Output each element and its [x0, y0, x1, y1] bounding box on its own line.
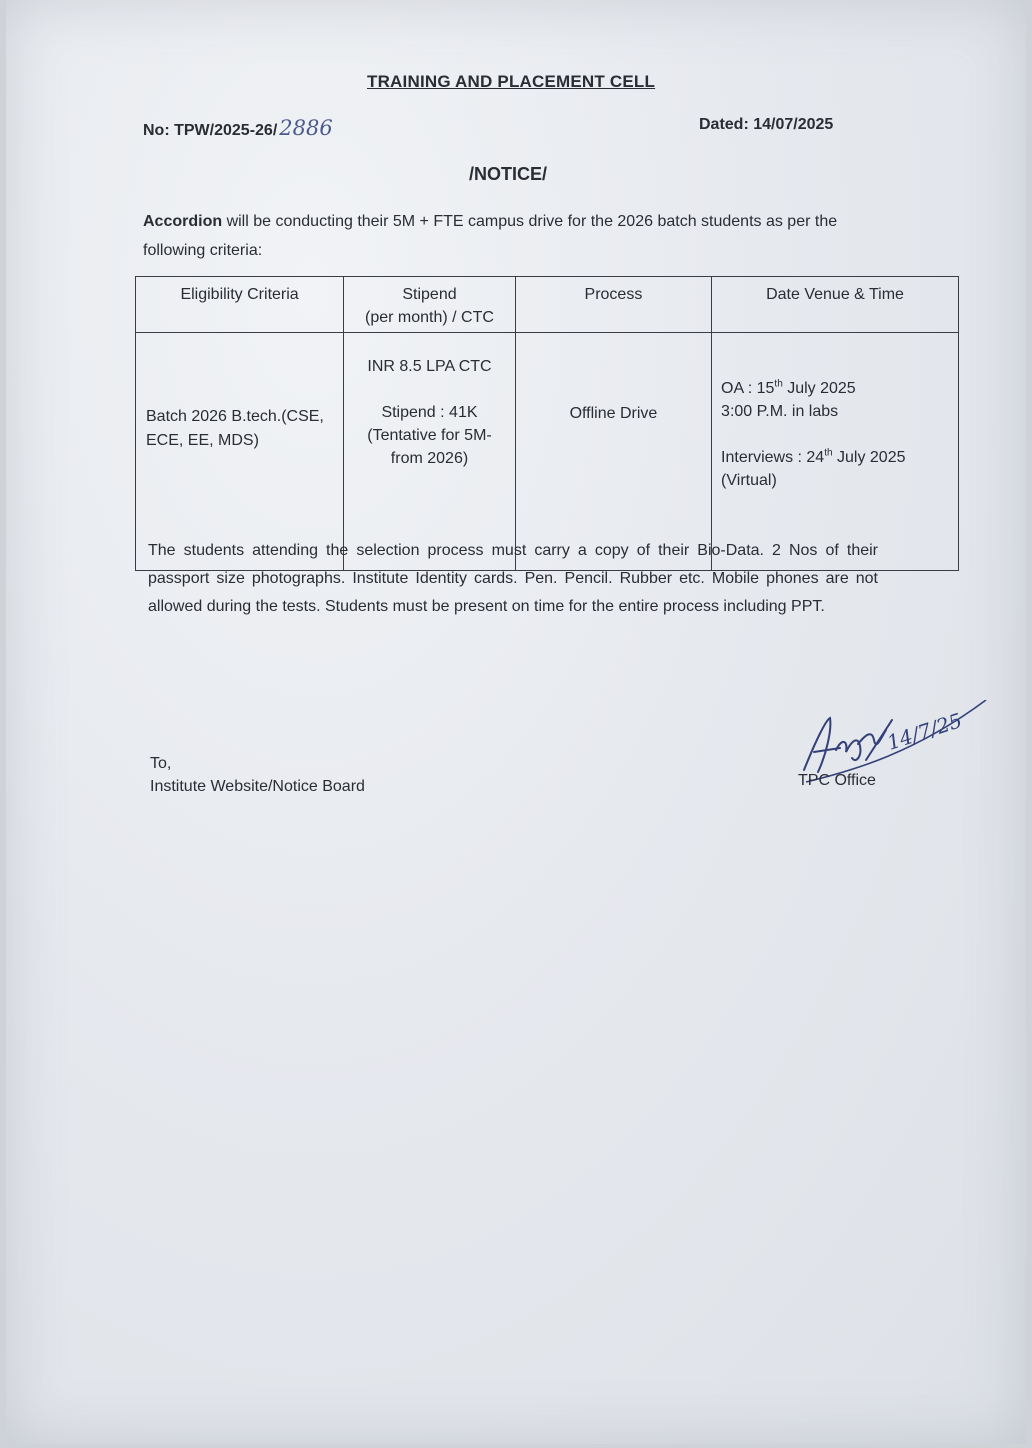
stipend-note1: (Tentative for 5M-	[367, 427, 492, 444]
reference-handwritten: 2886	[279, 116, 333, 140]
recipient-name: Institute Website/Notice Board	[150, 778, 365, 795]
header-process: Process	[515, 277, 711, 333]
criteria-table	[135, 276, 959, 571]
oa-time: 3:00 P.M. in labs	[721, 403, 839, 420]
header-stipend	[344, 277, 516, 333]
reference-prefix: No: TPW/2025-26/	[143, 122, 278, 139]
recipient-block	[150, 752, 365, 798]
notice-heading: /NOTICE/	[469, 164, 548, 184]
reference-number	[143, 116, 333, 140]
cell-date-venue	[712, 333, 959, 571]
tpc-office-label: TPC Office	[798, 772, 876, 789]
header-date-venue: Date Venue & Time	[712, 277, 959, 333]
oa-date: OA : 15th July 2025	[721, 378, 856, 397]
header-stipend-line1: Stipend	[402, 286, 457, 303]
intro-text: will be conducting their 5M + FTE campus drive for the 2026 batch students as per the following criteria:	[143, 213, 838, 259]
table-header-row	[136, 277, 959, 333]
signature-date: 14/7/25	[884, 708, 965, 755]
eligibility-line1: Batch 2026 B.tech.(CSE,	[146, 408, 324, 425]
stipend-value: Stipend : 41K	[381, 404, 478, 421]
to-label: To,	[150, 755, 172, 772]
interview-date: Interviews : 24th July 2025	[721, 447, 906, 466]
cell-eligibility	[136, 333, 344, 571]
ctc-value: INR 8.5 LPA CTC	[367, 358, 492, 375]
notice-date: Dated: 14/07/2025	[699, 116, 834, 133]
stipend-note2: from 2026)	[390, 450, 469, 467]
table-row	[136, 333, 959, 571]
header-stipend-line2: (per month) / CTC	[365, 309, 494, 326]
cell-process: Offline Drive	[515, 333, 711, 571]
eligibility-line2: ECE, EE, MDS)	[146, 432, 259, 449]
notice-paper	[6, 0, 1026, 1444]
company-name: Accordion	[143, 213, 223, 230]
instructions-paragraph: The students attending the selection process must carry a copy of their Bio-Data. 2 Nos of their passport size photographs. Institute Identity cards. Pen. Pencil. Rubber etc. Mobile phones are not allowed during the tests. Students must be present on time for the entire process including PPT.	[148, 542, 878, 615]
page-title: TRAINING AND PLACEMENT CELL	[367, 72, 656, 91]
cell-stipend	[344, 333, 516, 571]
intro-paragraph	[143, 207, 883, 265]
interview-mode: (Virtual)	[721, 472, 777, 489]
header-eligibility: Eligibility Criteria	[136, 277, 344, 333]
